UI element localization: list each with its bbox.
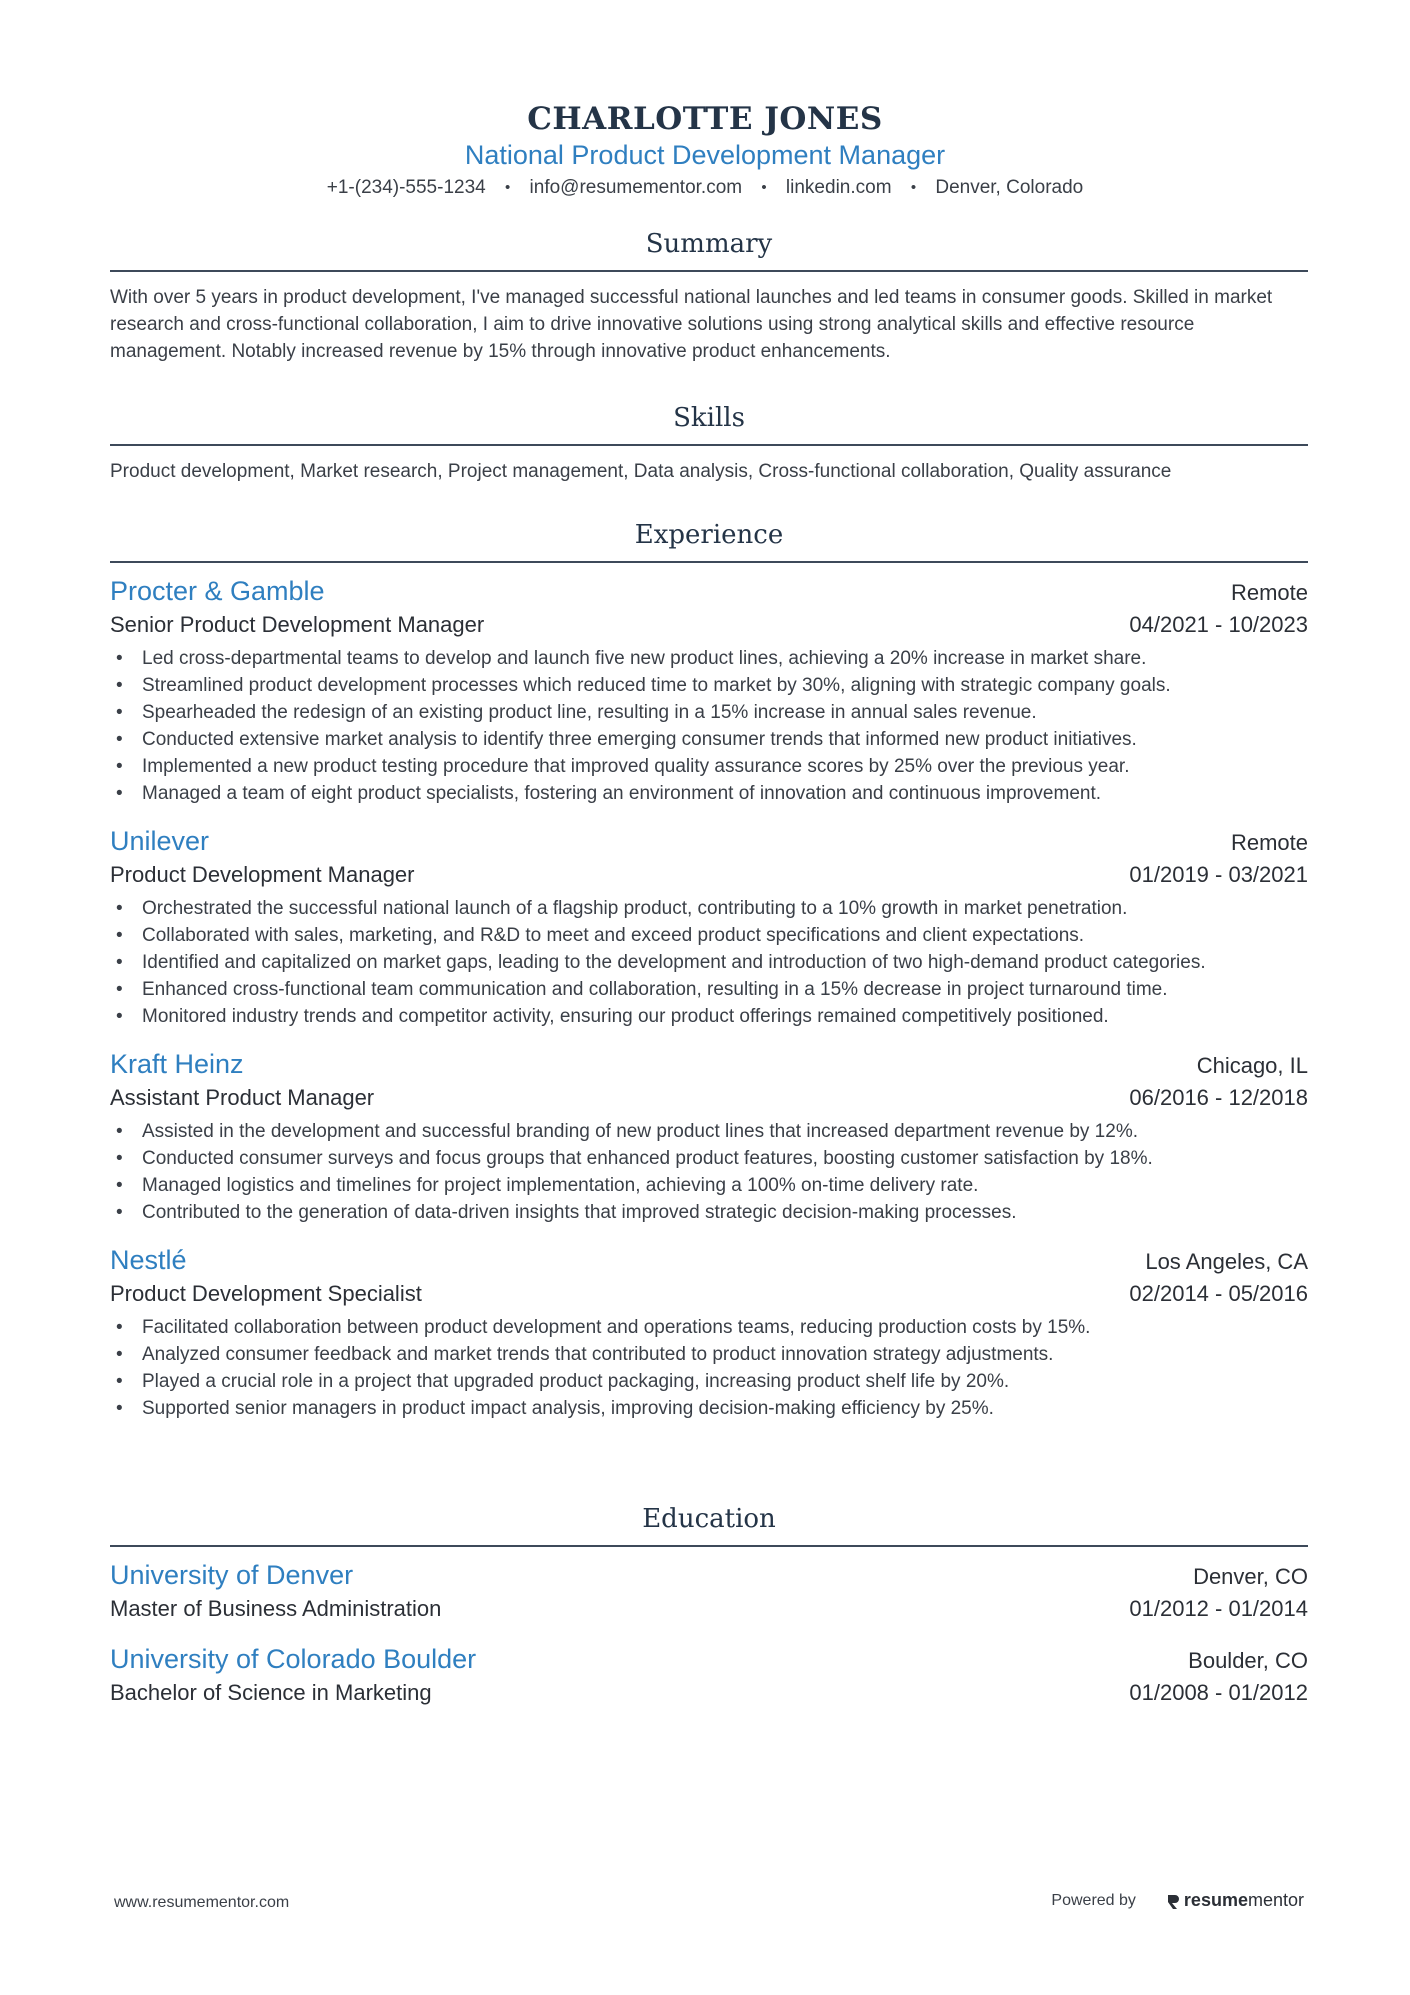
education-degree-row xyxy=(110,1593,1308,1625)
job-header-row xyxy=(110,1046,1308,1082)
education-location: Boulder, CO xyxy=(1188,1648,1308,1673)
job-bullets xyxy=(110,1314,1308,1422)
education-school: University of Denver xyxy=(110,1560,354,1590)
job-company: Procter & Gamble xyxy=(110,576,325,606)
contact-email: info@resumementor.com xyxy=(529,177,743,198)
summary-section xyxy=(110,227,1308,365)
job-location: Chicago, IL xyxy=(1196,1053,1308,1078)
footer-branding xyxy=(1051,1890,1304,1911)
contact-separator: • xyxy=(761,179,767,196)
list-item: • Spearheaded the redesign of an existing product line, resulting in a 15% increase in annual sales revenue. xyxy=(116,702,1037,723)
job-entry xyxy=(110,573,1308,807)
contact-linkedin: linkedin.com xyxy=(785,177,892,198)
job-bullets xyxy=(110,645,1308,807)
job-location: Los Angeles, CA xyxy=(1145,1249,1308,1274)
brand-text-regular: mentor xyxy=(1247,1890,1304,1910)
education-degree: Master of Business Administration xyxy=(110,1596,442,1621)
list-item: • Led cross-departmental teams to develop and launch five new product lines, achieving a 20% increase in market share. xyxy=(116,648,1147,669)
list-item: • Conducted extensive market analysis to identify three emerging consumer trends that informed new product initiatives. xyxy=(116,729,1137,750)
education-heading: Education xyxy=(110,1502,1308,1547)
skills-text: Product development, Market research, Project management, Data analysis, Cross-functional collaboration, Quality assurance xyxy=(110,461,1172,482)
resumementor-logo-icon xyxy=(1166,1892,1180,1910)
job-entry xyxy=(110,1046,1308,1226)
experience-section xyxy=(110,518,1308,1422)
contact-separator: • xyxy=(505,179,511,196)
education-header-row xyxy=(110,1557,1308,1593)
job-role: Product Development Manager xyxy=(110,862,415,887)
education-section xyxy=(110,1502,1308,1709)
summary-text: With over 5 years in product development, I've managed successful national launches and led teams in consumer goods. Skilled in market research and cross-functional collaboration, I aim to drive innovative solutions using strong analytical skills and effective resource management. Notably increased revenue by 15% through innovative product enhancements. xyxy=(110,287,1273,362)
list-item: • Streamlined product development processes which reduced time to market by 30%, aligning with strategic company goals. xyxy=(116,675,1171,696)
job-role-row xyxy=(110,1082,1308,1114)
education-entry xyxy=(110,1557,1308,1625)
list-item: • Facilitated collaboration between product development and operations teams, reducing production costs by 15%. xyxy=(116,1317,1091,1338)
job-role-row xyxy=(110,1278,1308,1310)
job-role: Assistant Product Manager xyxy=(110,1085,375,1110)
brand-text-bold: resume xyxy=(1183,1890,1248,1910)
education-header-row xyxy=(110,1641,1308,1677)
skills-heading: Skills xyxy=(110,401,1308,446)
job-entry xyxy=(110,823,1308,1030)
list-item: • Managed a team of eight product specialists, fostering an environment of innovation and continuous improvement. xyxy=(116,783,1102,804)
list-item: • Played a crucial role in a project that upgraded product packaging, increasing product shelf life by 20%. xyxy=(116,1371,1010,1392)
resumementor-logo[interactable] xyxy=(1166,1890,1304,1911)
education-dates: 01/2008 - 01/2012 xyxy=(1129,1680,1308,1705)
job-header-row xyxy=(110,1242,1308,1278)
job-dates: 02/2014 - 05/2016 xyxy=(1129,1281,1308,1306)
job-location: Remote xyxy=(1230,830,1308,855)
education-dates: 01/2012 - 01/2014 xyxy=(1129,1596,1308,1621)
job-header-row xyxy=(110,573,1308,609)
list-item: • Supported senior managers in product impact analysis, improving decision-making efficiency by 25%. xyxy=(116,1398,994,1419)
summary-heading: Summary xyxy=(110,227,1308,272)
contact-location: Denver, Colorado xyxy=(935,177,1084,198)
contact-phone: +1-(234)-555-1234 xyxy=(326,177,486,198)
job-dates: 04/2021 - 10/2023 xyxy=(1129,612,1308,637)
list-item: • Collaborated with sales, marketing, and R&D to meet and exceed product specifications and client expectations. xyxy=(116,925,1085,946)
experience-heading: Experience xyxy=(110,518,1308,563)
list-item: • Orchestrated the successful national launch of a flagship product, contributing to a 10% growth in market penetration. xyxy=(116,898,1128,919)
list-item: • Contributed to the generation of data-driven insights that improved strategic decision-making processes. xyxy=(116,1202,1017,1223)
job-dates: 06/2016 - 12/2018 xyxy=(1129,1085,1308,1110)
list-item: • Enhanced cross-functional team communication and collaboration, resulting in a 15% decrease in project turnaround time. xyxy=(116,979,1168,1000)
job-company: Nestlé xyxy=(110,1245,187,1275)
job-header-row xyxy=(110,823,1308,859)
list-item: • Implemented a new product testing procedure that improved quality assurance scores by 25% over the previous year. xyxy=(116,756,1130,777)
list-item: • Assisted in the development and successful branding of new product lines that increased department revenue by 12%. xyxy=(116,1121,1138,1142)
footer-website-link[interactable]: www.resumementor.com xyxy=(114,1894,290,1911)
education-entry xyxy=(110,1641,1308,1709)
list-item: • Monitored industry trends and competitor activity, ensuring our product offerings remained competitively positioned. xyxy=(116,1006,1109,1027)
education-school: University of Colorado Boulder xyxy=(110,1644,477,1674)
job-bullets xyxy=(110,895,1308,1030)
list-item: • Managed logistics and timelines for project implementation, achieving a 100% on-time delivery rate. xyxy=(116,1175,979,1196)
education-degree-row xyxy=(110,1677,1308,1709)
job-bullets xyxy=(110,1118,1308,1226)
job-company: Unilever xyxy=(110,826,210,856)
contact-line xyxy=(0,174,1410,202)
list-item: • Conducted consumer surveys and focus groups that enhanced product features, boosting customer satisfaction by 18%. xyxy=(116,1148,1153,1169)
contact-separator: • xyxy=(910,179,917,196)
job-role: Senior Product Development Manager xyxy=(110,612,485,637)
list-item: • Identified and capitalized on market gaps, leading to the development and introduction of two high-demand product categories. xyxy=(116,952,1206,973)
candidate-name: CHARLOTTE JONES xyxy=(527,101,883,137)
candidate-title: National Product Development Manager xyxy=(464,140,946,170)
job-role: Product Development Specialist xyxy=(110,1281,422,1306)
education-degree: Bachelor of Science in Marketing xyxy=(110,1680,432,1705)
education-location: Denver, CO xyxy=(1193,1564,1308,1589)
job-role-row xyxy=(110,859,1308,891)
job-entry xyxy=(110,1242,1308,1422)
list-item: • Analyzed consumer feedback and market trends that contributed to product innovation strategy adjustments. xyxy=(116,1344,1054,1365)
job-dates: 01/2019 - 03/2021 xyxy=(1129,862,1308,887)
powered-by-label: Powered by xyxy=(1051,1891,1136,1909)
resume-header xyxy=(0,100,1410,202)
job-company: Kraft Heinz xyxy=(110,1049,244,1079)
job-location: Remote xyxy=(1230,580,1308,605)
skills-section xyxy=(110,401,1308,485)
job-role-row xyxy=(110,609,1308,641)
